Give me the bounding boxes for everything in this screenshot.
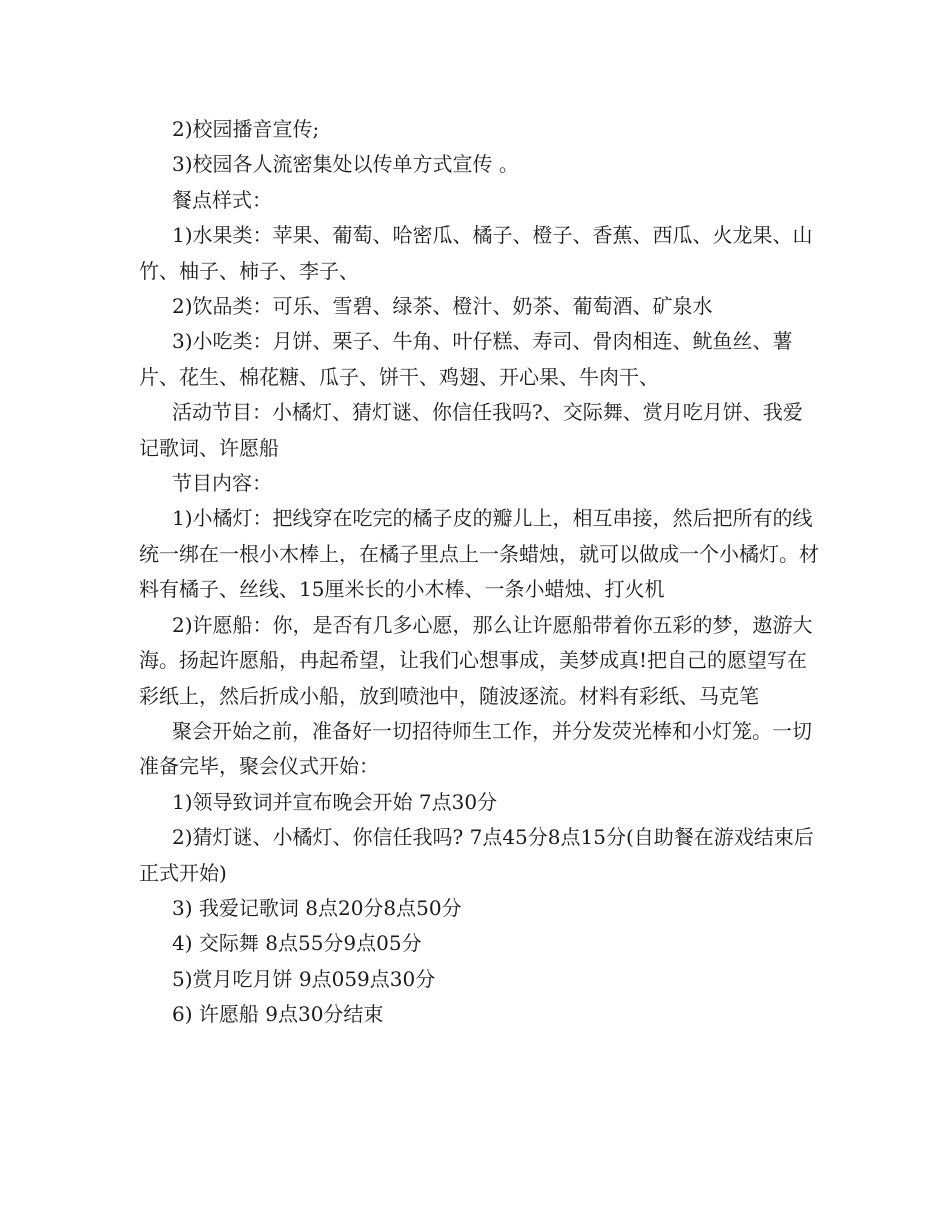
paragraph-program-content-heading: 节目内容： xyxy=(172,471,272,496)
paragraph-activity-programs: 活动节目：小橘灯、猜灯谜、你信任我吗?、交际舞、赏月吃月饼、我爱记歌词、许愿船 xyxy=(139,400,803,460)
schedule-item-dance: 4) 交际舞 8点55分9点05分 xyxy=(172,931,422,956)
paragraph-food-style-heading: 餐点样式： xyxy=(172,187,272,212)
schedule-item-mooncake: 5)赏月吃月饼 9点059点30分 xyxy=(172,966,436,991)
paragraph-orange-lantern: 1)小橘灯：把线穿在吃完的橘子皮的瓣儿上，相互串接，然后把所有的线统一绑在一根小木棒上，在橘子里点上一条蜡烛，就可以做成一个小橘灯。材料有橘子、丝线、15厘米长的小木棒、一条小蜡烛、打火机 xyxy=(139,506,819,602)
paragraph-flyer-promotion: 3)校园各人流密集处以传单方式宣传 。 xyxy=(172,152,519,177)
paragraph-drinks: 2)饮品类：可乐、雪碧、绿茶、橙汁、奶茶、葡萄酒、矿泉水 xyxy=(172,294,713,319)
paragraph-fruits: 1)水果类：苹果、葡萄、哈密瓜、橘子、橙子、香蕉、西瓜、火龙果、山竹、柚子、柿子、李子、 xyxy=(139,223,813,283)
paragraph-snacks: 3)小吃类：月饼、栗子、牛角、叶仔糕、寿司、骨肉相连、鱿鱼丝、薯片、花生、棉花糖、瓜子、饼干、鸡翅、开心果、牛肉干、 xyxy=(139,329,793,389)
document-body xyxy=(139,112,819,1033)
schedule-item-wish-boat: 6) 许愿船 9点30分结束 xyxy=(172,1002,384,1027)
paragraph-party-preparation: 聚会开始之前，准备好一切招待师生工作，并分发荧光棒和小灯笼。一切准备完毕，聚会仪式开始： xyxy=(139,718,812,779)
schedule-item-riddles: 2)猜灯谜、小橘灯、你信任我吗? 7点45分8点15分(自助餐在游戏结束后正式开始) xyxy=(139,825,814,885)
schedule-item-lyrics: 3) 我爱记歌词 8点20分8点50分 xyxy=(172,895,462,920)
paragraph-campus-broadcast: 2)校园播音宣传; xyxy=(172,117,320,141)
paragraph-wish-boat: 2)许愿船：你，是否有几多心愿，那么让许愿船带着你五彩的梦，遨游大海。扬起许愿船，冉起希望，让我们心想事成，美梦成真!把自己的愿望写在彩纸上，然后折成小船，放到喷池中，随波逐流。材料有彩纸、马克笔 xyxy=(139,612,813,708)
schedule-item-opening: 1)领导致词并宣布晚会开始 7点30分 xyxy=(172,789,498,814)
